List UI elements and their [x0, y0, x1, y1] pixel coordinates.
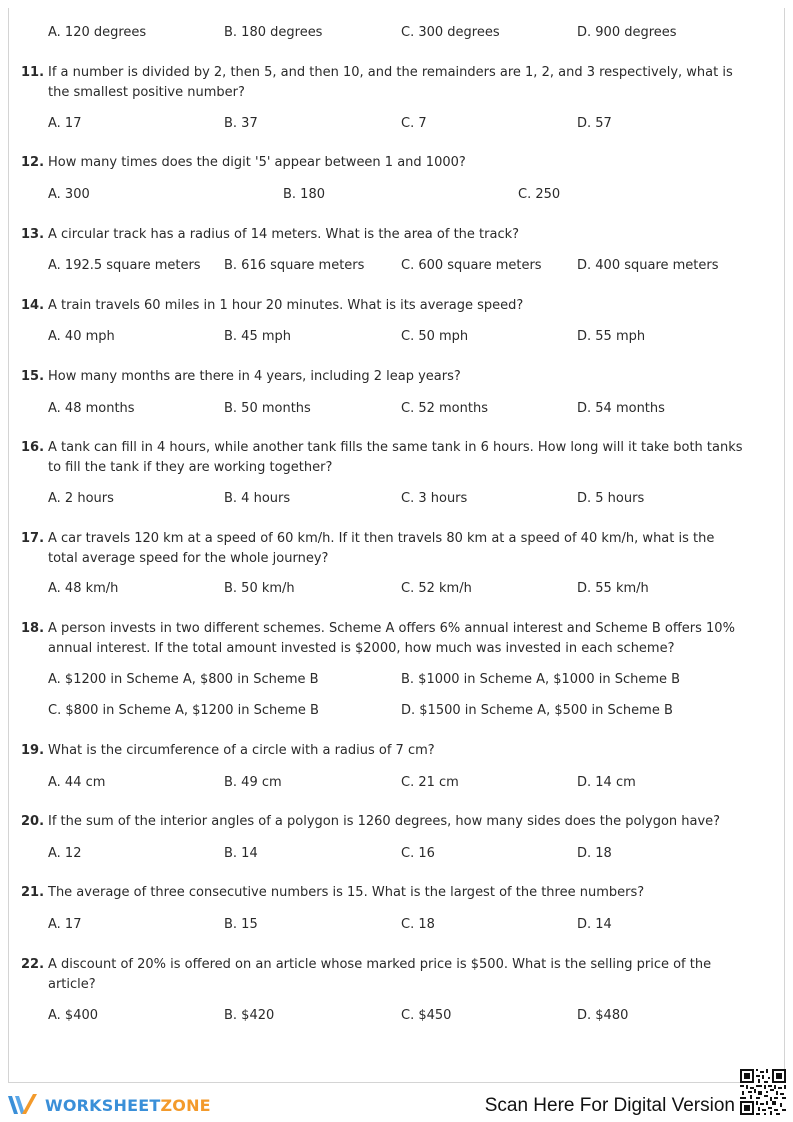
q17-text: A car travels 120 km at a speed of 60 km/h. If it then travels 80 km at a speed of 40 km/h, what is the total average speed for the whole journey? — [48, 531, 715, 566]
w-logo-icon — [7, 1093, 39, 1117]
q22-option-d[interactable]: D. $480 — [577, 1008, 629, 1023]
q16-option-d[interactable]: D. 5 hours — [577, 491, 645, 506]
q17-number: 17. — [21, 531, 45, 546]
q13-option-c[interactable]: C. 600 square meters — [401, 258, 542, 273]
q19-option-a[interactable]: A. 44 cm — [48, 775, 106, 790]
q19-option-c[interactable]: C. 21 cm — [401, 775, 459, 790]
q10-option-c[interactable]: C. 300 degrees — [401, 25, 500, 40]
q12-text: How many times does the digit '5' appear between 1 and 1000? — [48, 155, 466, 170]
q11-number: 11. — [21, 65, 45, 80]
q17-option-d[interactable]: D. 55 km/h — [577, 581, 649, 596]
q15-text: How many months are there in 4 years, including 2 leap years? — [48, 369, 461, 384]
q15-option-d[interactable]: D. 54 months — [577, 401, 665, 416]
q14-option-a[interactable]: A. 40 mph — [48, 329, 115, 344]
q18-text: A person invests in two different schemes. Scheme A offers 6% annual interest and Scheme B offers 10% annual interest. If the total amount invested is $2000, how much was invested in each scheme? — [48, 621, 735, 656]
q18-option-c[interactable]: C. $800 in Scheme A, $1200 in Scheme B — [48, 703, 319, 718]
q19-option-d[interactable]: D. 14 cm — [577, 775, 636, 790]
q18-option-d[interactable]: D. $1500 in Scheme A, $500 in Scheme B — [401, 703, 673, 718]
q21-text: The average of three consecutive numbers is 15. What is the largest of the three numbers? — [48, 885, 645, 900]
q21-number: 21. — [21, 885, 45, 900]
q14-number: 14. — [21, 298, 45, 313]
q16-option-b[interactable]: B. 4 hours — [224, 491, 291, 506]
q14-text: A train travels 60 miles in 1 hour 20 minutes. What is its average speed? — [48, 298, 524, 313]
q22-option-b[interactable]: B. $420 — [224, 1008, 275, 1023]
q11-option-d[interactable]: D. 57 — [577, 116, 612, 131]
q13-number: 13. — [21, 227, 45, 242]
q15-option-a[interactable]: A. 48 months — [48, 401, 135, 416]
scan-here-text: Scan Here For Digital Version — [484, 1095, 735, 1116]
logo-text — [45, 1096, 211, 1115]
qr-code-icon[interactable] — [740, 1069, 786, 1115]
q13-text: A circular track has a radius of 14 meters. What is the area of the track? — [48, 227, 520, 242]
q21-option-c[interactable]: C. 18 — [401, 917, 435, 932]
q11-text: If a number is divided by 2, then 5, and then 10, and the remainders are 1, 2, and 3 respectively, what is the smallest positive number? — [48, 65, 733, 100]
q14-option-c[interactable]: C. 50 mph — [401, 329, 469, 344]
q20-option-d[interactable]: D. 18 — [577, 846, 612, 861]
q17-option-c[interactable]: C. 52 km/h — [401, 581, 472, 596]
q12-option-b[interactable]: B. 180 — [283, 187, 325, 202]
q20-option-b[interactable]: B. 14 — [224, 846, 258, 861]
q12-option-c[interactable]: C. 250 — [518, 187, 561, 202]
q12-option-a[interactable]: A. 300 — [48, 187, 90, 202]
q14-option-d[interactable]: D. 55 mph — [577, 329, 646, 344]
q13-option-d[interactable]: D. 400 square meters — [577, 258, 719, 273]
q18-number: 18. — [21, 621, 45, 636]
q22-text: A discount of 20% is offered on an article whose marked price is $500. What is the selling price of the article? — [48, 957, 712, 992]
q13-option-a[interactable]: A. 192.5 square meters — [48, 258, 201, 273]
q16-number: 16. — [21, 440, 45, 455]
q20-option-c[interactable]: C. 16 — [401, 846, 435, 861]
q19-option-b[interactable]: B. 49 cm — [224, 775, 282, 790]
q22-number: 22. — [21, 957, 45, 972]
q18-option-b[interactable]: B. $1000 in Scheme A, $1000 in Scheme B — [401, 672, 681, 687]
q11-option-c[interactable]: C. 7 — [401, 116, 427, 131]
q21-option-b[interactable]: B. 15 — [224, 917, 258, 932]
logo-word-worksheet: WORKSHEET — [45, 1095, 161, 1115]
q20-text: If the sum of the interior angles of a polygon is 1260 degrees, how many sides does the polygon have? — [48, 814, 721, 829]
q11-option-a[interactable]: A. 17 — [48, 116, 82, 131]
q21-option-d[interactable]: D. 14 — [577, 917, 612, 932]
q20-number: 20. — [21, 814, 45, 829]
q10-option-d[interactable]: D. 900 degrees — [577, 25, 677, 40]
q19-number: 19. — [21, 743, 45, 758]
q22-option-c[interactable]: C. $450 — [401, 1008, 452, 1023]
q10-option-a[interactable]: A. 120 degrees — [48, 25, 147, 40]
worksheetzone-logo[interactable] — [7, 1092, 211, 1118]
logo-word-zone: ZONE — [160, 1095, 211, 1115]
q16-text: A tank can fill in 4 hours, while another tank fills the same tank in 6 hours. How long will it take both tanks to fill the tank if they are working together? — [48, 440, 743, 475]
q13-option-b[interactable]: B. 616 square meters — [224, 258, 365, 273]
q15-number: 15. — [21, 369, 45, 384]
q16-option-a[interactable]: A. 2 hours — [48, 491, 114, 506]
q21-option-a[interactable]: A. 17 — [48, 917, 82, 932]
q14-option-b[interactable]: B. 45 mph — [224, 329, 292, 344]
q12-number: 12. — [21, 155, 45, 170]
q16-option-c[interactable]: C. 3 hours — [401, 491, 468, 506]
q22-option-a[interactable]: A. $400 — [48, 1008, 99, 1023]
q19-text: What is the circumference of a circle with a radius of 7 cm? — [48, 743, 435, 758]
q15-option-c[interactable]: C. 52 months — [401, 401, 488, 416]
q10-option-b[interactable]: B. 180 degrees — [224, 25, 323, 40]
q20-option-a[interactable]: A. 12 — [48, 846, 82, 861]
q17-option-b[interactable]: B. 50 km/h — [224, 581, 295, 596]
q11-option-b[interactable]: B. 37 — [224, 116, 258, 131]
q17-option-a[interactable]: A. 48 km/h — [48, 581, 119, 596]
q15-option-b[interactable]: B. 50 months — [224, 401, 311, 416]
q18-option-a[interactable]: A. $1200 in Scheme A, $800 in Scheme B — [48, 672, 319, 687]
